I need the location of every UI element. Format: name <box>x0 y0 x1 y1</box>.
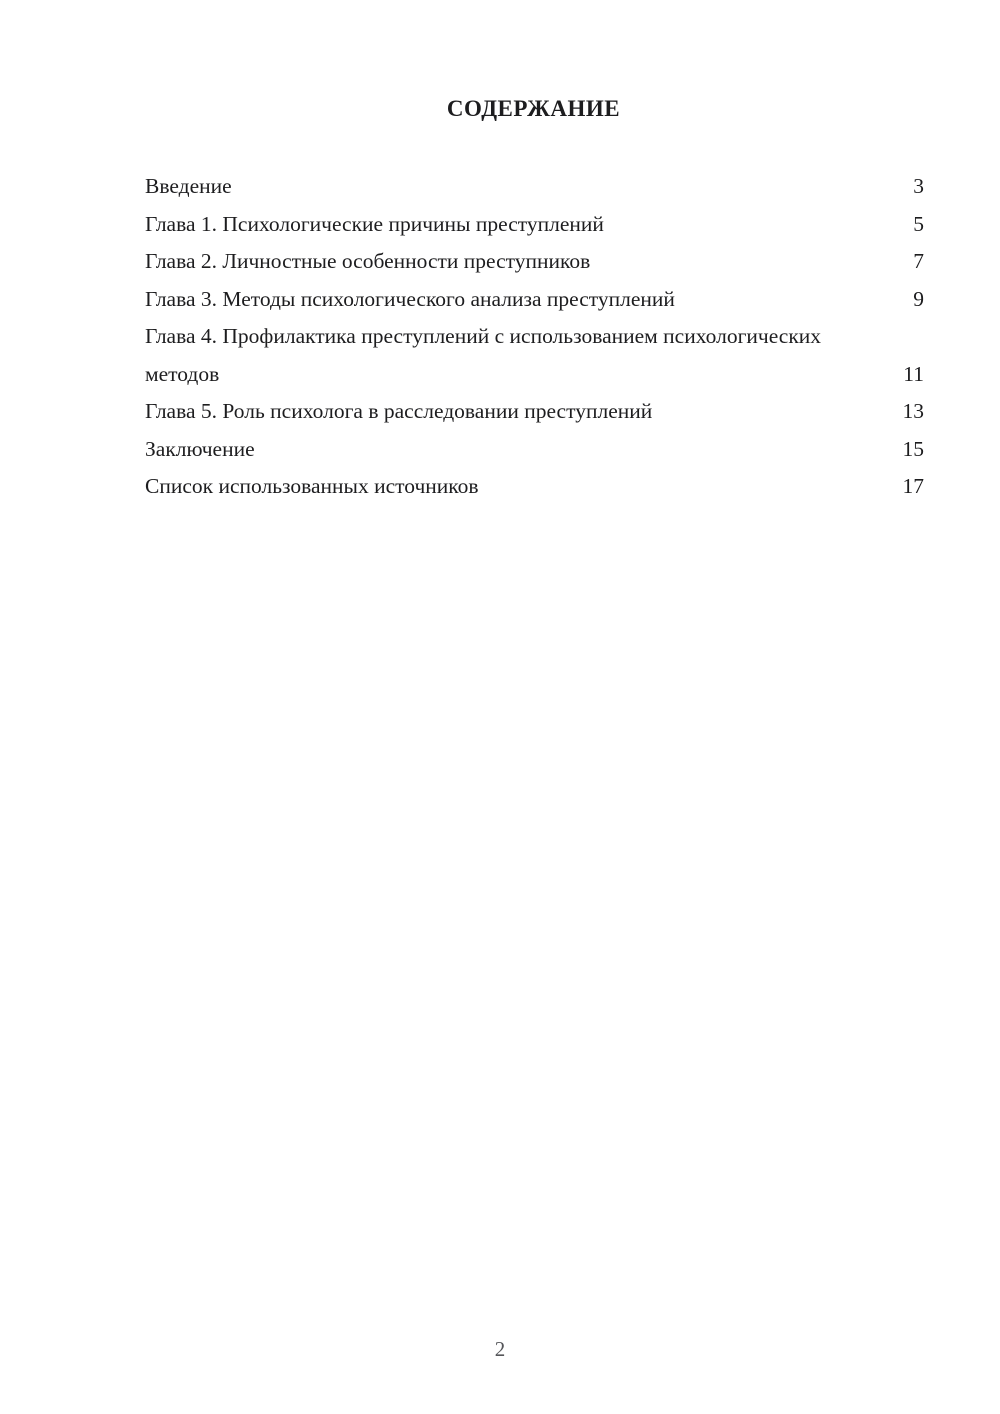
toc-entry <box>145 318 924 393</box>
toc-entry-label: Глава 3. Методы психологического анализа преступлений <box>145 286 675 311</box>
toc-entry-page: 9 <box>913 286 924 311</box>
toc-entry-page: 7 <box>913 249 924 273</box>
toc-entry-page: 3 <box>913 174 924 198</box>
page-number: 2 <box>494 1337 506 1361</box>
toc-entry-page: 5 <box>913 211 924 236</box>
toc-entry-label: Глава 2. Личностные особенности преступников <box>145 249 591 273</box>
toc-entry <box>145 243 924 281</box>
toc-entry <box>145 393 924 431</box>
toc-entry-label: Глава 5. Роль психолога в расследовании преступлений <box>145 399 653 423</box>
toc-entry-label: Заключение <box>145 436 255 461</box>
toc-entry-label: Глава 1. Психологические причины преступлений <box>145 211 604 236</box>
toc-entry-label: Введение <box>145 174 232 198</box>
table-of-contents <box>145 168 924 506</box>
toc-entry <box>145 468 924 506</box>
toc-entry-page: 15 <box>902 436 924 461</box>
toc-entry-page: 17 <box>902 474 924 498</box>
toc-entry <box>145 431 924 469</box>
toc-entry-label: Список использованных источников <box>145 474 479 498</box>
toc-entry-label: Глава 4. Профилактика преступлений с использованием психологических методов <box>145 324 822 386</box>
toc-entry <box>145 281 924 319</box>
page-title: СОДЕРЖАНИЕ <box>446 96 621 121</box>
toc-entry-page: 13 <box>902 399 924 423</box>
toc-entry <box>145 168 924 206</box>
toc-entry-page: 11 <box>903 361 924 386</box>
toc-entry <box>145 206 924 244</box>
